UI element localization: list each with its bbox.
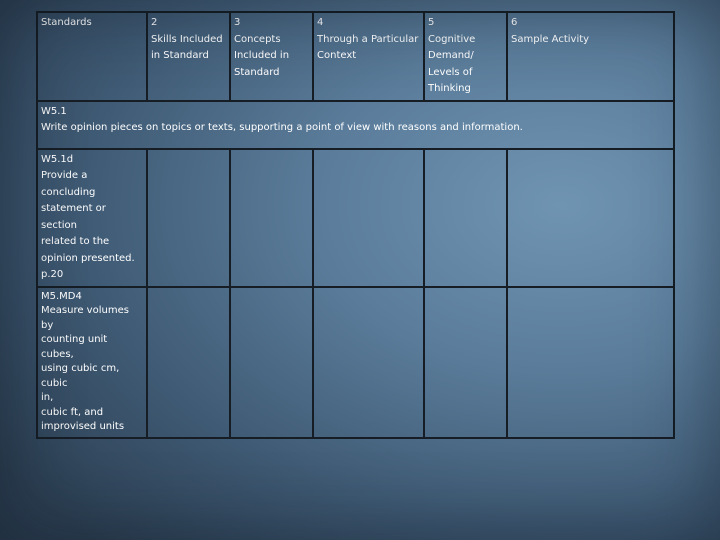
standard-summary-text: W5.1 Write opinion pieces on topics or texts, supporting a point of view with reasons and information. (41, 105, 523, 133)
table-row (37, 287, 674, 438)
empty-cell (147, 287, 230, 438)
empty-cell (424, 149, 507, 287)
empty-cell (313, 149, 424, 287)
empty-cell (507, 149, 674, 287)
header-label: 5 Cognitive Demand/ Levels of Thinking (428, 17, 476, 94)
empty-cell (230, 287, 313, 438)
header-cell-standards (37, 12, 147, 101)
header-row (37, 12, 674, 101)
standard-cell (37, 287, 147, 438)
header-label: Standards (41, 17, 92, 28)
standard-summary-row (37, 101, 674, 149)
standard-cell (37, 149, 147, 287)
header-label: 4 Through a Particular Context (317, 17, 419, 61)
header-cell-cognitive-demand (424, 12, 507, 101)
header-label: 2 Skills Included in Standard (151, 17, 223, 61)
header-cell-sample-activity (507, 12, 674, 101)
header-cell-concepts (230, 12, 313, 101)
standard-text: W5.1d Provide a concluding statement or section related to the opinion presented. p.20 (41, 153, 135, 280)
table-row (37, 149, 674, 287)
empty-cell (147, 149, 230, 287)
header-label: 3 Concepts Included in Standard (234, 17, 290, 78)
empty-cell (313, 287, 424, 438)
empty-cell (424, 287, 507, 438)
standards-table (36, 11, 675, 439)
header-label: 6 Sample Activity (511, 17, 590, 45)
header-cell-skills (147, 12, 230, 101)
header-cell-context (313, 12, 424, 101)
empty-cell (230, 149, 313, 287)
standard-text: M5.MD4 Measure volumes by counting unit cubes, using cubic cm, cubic in, cubic ft, and improvised units (41, 290, 129, 432)
standard-summary-cell (37, 101, 674, 149)
empty-cell (507, 287, 674, 438)
